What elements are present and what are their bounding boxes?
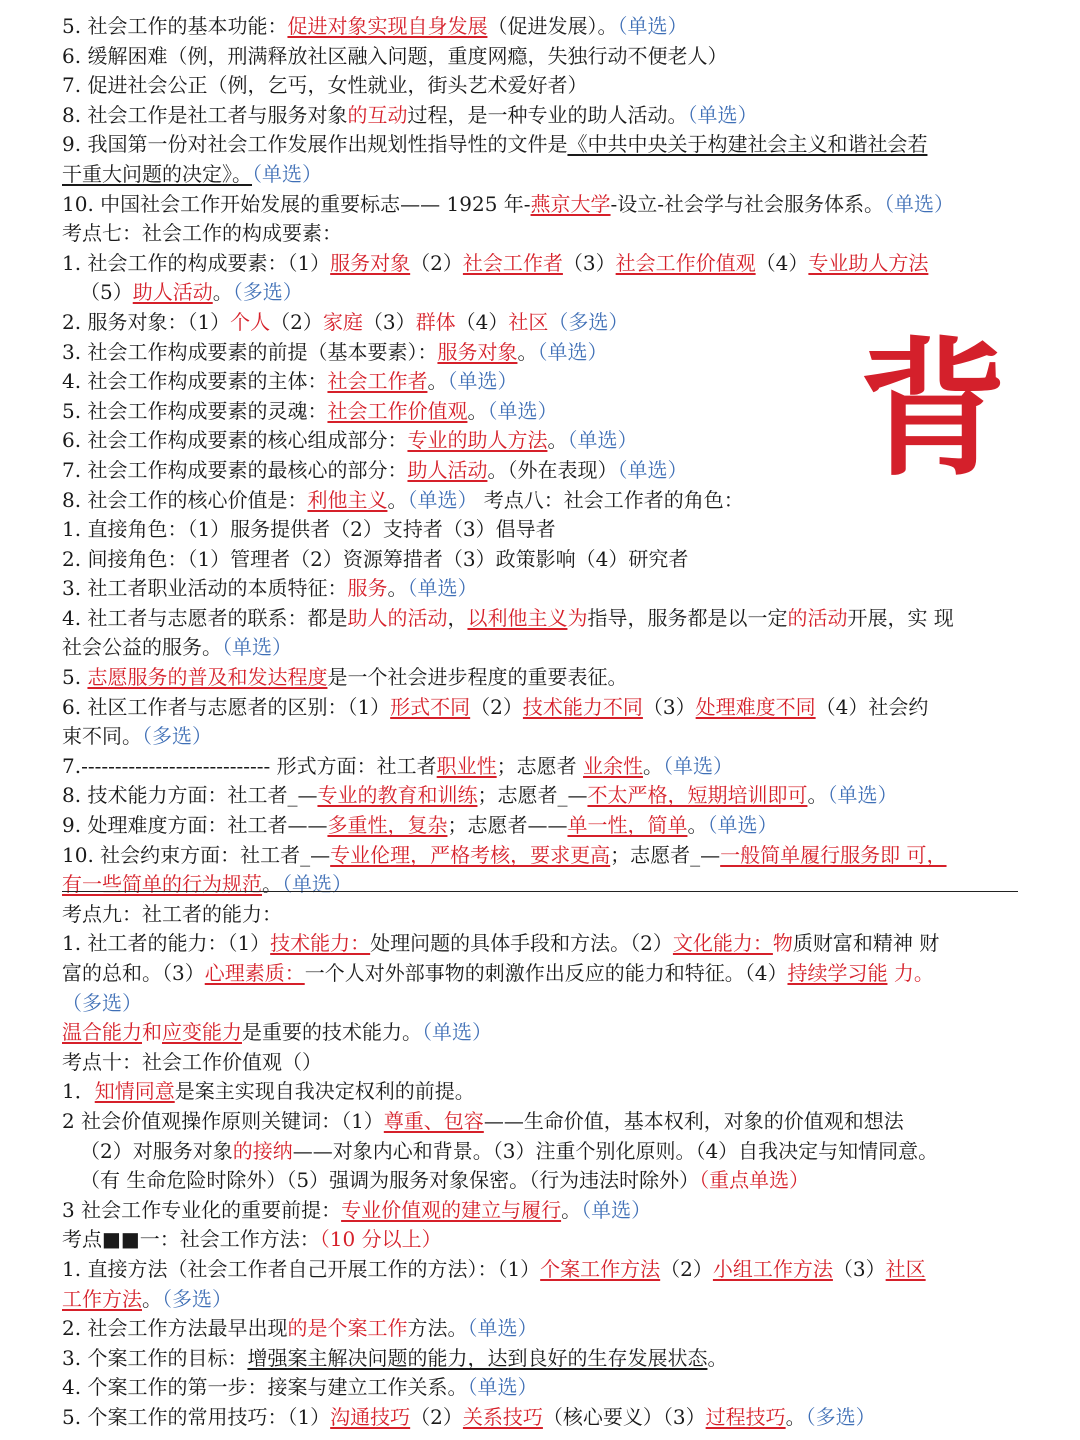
note-text: （2） <box>270 309 323 334</box>
note-text: 。 <box>142 1286 162 1311</box>
note-text: 10. 中国社会工作开始发展的重要标志—— 1925 年- <box>62 191 531 216</box>
note-line <box>62 1137 1022 1167</box>
question-type-tag: （单选） <box>407 576 478 601</box>
key-term: 物 <box>772 931 793 956</box>
note-line <box>62 663 1022 693</box>
note-text: （4）社会约 <box>815 694 929 719</box>
study-notes-page <box>62 12 1022 1433</box>
note-text: 。 <box>785 1404 806 1429</box>
question-type-tag: （单选） <box>282 872 352 897</box>
question-type-tag: （多选） <box>805 1404 876 1429</box>
note-line <box>62 515 1022 545</box>
note-line <box>62 278 1022 308</box>
key-term: 以利他主义 <box>467 605 568 630</box>
note-line <box>62 249 1022 279</box>
key-term: 过程技巧 <box>705 1404 786 1429</box>
key-term: 个人 <box>230 309 271 334</box>
question-type-tag: （多选） <box>162 1286 232 1311</box>
note-line <box>62 900 1022 930</box>
note-line <box>62 1373 1022 1403</box>
key-term: 助人活动 <box>407 457 488 482</box>
key-term: 的活动 <box>787 605 848 630</box>
note-text: 。 <box>427 369 448 394</box>
key-term: 心理素质： <box>204 961 305 985</box>
key-term: 温合能力 <box>62 1020 142 1045</box>
note-text: 考点七：社会工作的构成要素： <box>62 221 342 246</box>
note-text: 3. 个案工作的目标： <box>62 1345 248 1370</box>
note-line <box>62 42 1022 72</box>
note-text: 。 <box>687 813 708 838</box>
key-term: 的是个案工作 <box>287 1316 408 1341</box>
note-text: ；志愿者_— <box>477 783 588 808</box>
note-line <box>62 722 1022 752</box>
note-text: 1. 直接方法（社会工作者自己开展工作的方法）：（1） <box>62 1256 541 1281</box>
note-text: 考点■■一：社会工作方法： <box>62 1227 320 1252</box>
note-text: 处理问题的具体手段和方法。（2） <box>370 931 673 956</box>
note-text: ；志愿者 <box>496 753 584 778</box>
note-text: 1. 社工者的能力：（1） <box>62 931 271 956</box>
key-term: 社会工作价值观 <box>615 250 756 275</box>
note-text: 过程，是一种专业的助人活动。 <box>407 102 688 127</box>
note-text: 。（外在表现） <box>487 457 618 482</box>
key-term: 《中共中央关于构建社会主义和谐社会若 <box>567 132 928 157</box>
note-line <box>62 633 1022 663</box>
question-type-tag: （多选） <box>548 309 629 334</box>
note-line <box>62 130 1022 160</box>
key-term: 不太严格，短期培训即可 <box>587 783 808 808</box>
note-line <box>62 101 1022 131</box>
note-text: 指导，服务都是以一定 <box>587 605 788 630</box>
key-term: 形式不同 <box>390 694 471 719</box>
question-type-tag: （单选） <box>467 1375 538 1400</box>
key-term: 技术能力： <box>270 931 371 956</box>
note-text: （2） <box>660 1256 713 1281</box>
key-term: 有一些简单的行为规范 <box>62 872 262 897</box>
key-term: 工作方法 <box>62 1286 142 1311</box>
note-text: 2 社会价值观操作原则关键词：（1） <box>62 1108 384 1133</box>
key-term: 处理难度不同 <box>695 694 816 719</box>
note-text: 。 <box>387 576 408 601</box>
note-line <box>62 1314 1022 1344</box>
note-text: 5. <box>62 665 88 690</box>
note-text: （2） <box>410 1404 463 1429</box>
key-term: 的互动 <box>347 102 408 127</box>
question-type-tag: （单选） <box>687 102 758 127</box>
note-line <box>62 1225 1022 1255</box>
note-text: 1． <box>62 1079 95 1104</box>
key-term: 知情同意 <box>94 1079 175 1104</box>
question-type-tag: （单选） <box>537 339 608 364</box>
question-type-tag: （单选） <box>707 813 778 838</box>
key-term: 力。 <box>887 961 934 985</box>
note-text: 4. 个案工作的第一步：接案与建立工作关系。 <box>62 1375 468 1400</box>
note-text: 。 <box>643 753 664 778</box>
key-term: 小组工作方法 <box>712 1256 833 1281</box>
note-text: （2） <box>470 694 523 719</box>
note-text: 。 <box>807 783 828 808</box>
note-line <box>62 870 1022 900</box>
question-type-tag: （单选） <box>252 161 322 186</box>
key-term: 职业性 <box>436 753 497 778</box>
note-line <box>62 574 1022 604</box>
question-type-tag: （单选） <box>581 1197 652 1222</box>
note-line <box>62 693 1022 723</box>
note-text: 。 <box>387 487 408 512</box>
key-term: 干重大问题的决定》。 <box>62 161 252 186</box>
question-type-tag: （单选） <box>617 14 688 38</box>
note-text: 一个人对外部事物的刺激作出反应的能力和特征。（4） <box>304 961 788 985</box>
key-term: 文化能力： <box>672 931 773 956</box>
note-text: 。 <box>467 398 488 423</box>
key-term: 应变能力 <box>162 1020 242 1045</box>
note-line <box>62 160 1022 190</box>
note-text: 考点八：社会工作者的角色： <box>477 487 744 512</box>
note-text: 是重要的技术能力。 <box>242 1020 422 1045</box>
key-term: 专业的教育和训练 <box>317 783 478 808</box>
note-text: 2. 间接角色：（1）管理者（2）资源筹措者（3）政策影响（4）研究者 <box>62 546 689 571</box>
note-line <box>62 1255 1022 1285</box>
key-term: 技术能力不同 <box>522 694 643 719</box>
question-type-tag: （多选） <box>142 724 212 749</box>
note-text: ——对象内心和背景。（3）注重个别化原则。（4）自我决定与知情同意。 <box>292 1138 939 1163</box>
key-term: 多重性，复杂 <box>327 813 448 838</box>
note-text: 6. 社区工作者与志愿者的区别：（1） <box>62 694 391 719</box>
note-text: （2） <box>410 250 463 275</box>
key-term: 群体 <box>415 309 456 334</box>
note-text: 7.---------------------------- 形式方面：社工者 <box>62 753 437 778</box>
question-type-tag: （单选） <box>222 635 292 660</box>
note-text: ， <box>447 605 468 630</box>
question-type-tag: （单选） <box>407 487 478 512</box>
key-term: 一般简单履行服务即 可， <box>720 842 947 867</box>
note-line <box>62 811 1022 841</box>
note-text: 。 <box>212 280 233 305</box>
key-term: 志愿服务的普及和发达程度 <box>87 665 328 690</box>
note-line <box>62 1107 1022 1137</box>
note-line <box>62 219 1022 249</box>
note-line <box>62 545 1022 575</box>
question-type-tag: （单选） <box>422 1020 492 1045</box>
note-line <box>62 781 1022 811</box>
question-type-tag: （单选） <box>663 753 734 778</box>
note-text: 4. 社工者与志愿者的联系：都是 <box>62 605 348 630</box>
note-line <box>62 929 1022 959</box>
note-line <box>62 1403 1022 1433</box>
key-term: 助人的活动 <box>347 605 448 630</box>
key-term: 社会工作价值观 <box>327 398 468 423</box>
note-text: 4. 社会工作构成要素的主体： <box>62 369 328 394</box>
key-term: 增强案主解决问题的能力，达到良好的生存发展状态 <box>247 1345 708 1370</box>
note-text: 8. 社会工作是社工者与服务对象 <box>62 102 348 127</box>
key-term: 专业助人方法 <box>808 250 929 275</box>
note-text: 9. 处理难度方面：社工者—— <box>62 813 328 838</box>
note-text: 6. 社会工作构成要素的核心组成部分： <box>62 428 408 453</box>
note-text: 8. 社会工作的核心价值是： <box>62 487 308 512</box>
note-text: （4） <box>755 250 809 275</box>
note-text: （有 生命危险时除外）（5）强调为服务对象保密。（行为违法时除外） <box>80 1168 700 1193</box>
key-term: 和 <box>142 1020 162 1045</box>
note-text: 2. 服务对象：（1） <box>62 309 231 334</box>
note-line <box>62 1285 1022 1315</box>
question-type-tag: （单选） <box>487 398 558 423</box>
note-line <box>62 71 1022 101</box>
note-text: 3 社会工作专业化的重要前提： <box>62 1197 342 1222</box>
key-term: 关系技巧 <box>462 1404 543 1429</box>
note-text: （3） <box>832 1256 886 1281</box>
note-line <box>62 1018 1022 1048</box>
note-text: 。 <box>707 1345 728 1370</box>
key-term: 专业的助人方法 <box>407 428 548 453</box>
note-text: 质财富和精神 财 <box>792 931 940 956</box>
note-line <box>62 1048 1022 1078</box>
key-term: 利他主义 <box>307 487 388 512</box>
note-text: （2）对服务对象 <box>80 1138 233 1163</box>
note-text: 开展，实 现 <box>847 605 954 630</box>
key-term: 专业伦理，严格考核，要求更高 <box>330 842 611 867</box>
note-text: 是案主实现自我决定权利的前提。 <box>174 1079 475 1104</box>
key-term: 服务 <box>347 576 388 601</box>
note-line <box>62 1077 1022 1107</box>
question-type-tag: （单选） <box>617 457 688 482</box>
key-term: 尊重、包容 <box>383 1108 484 1133</box>
note-line <box>62 604 1022 634</box>
note-line <box>62 190 1022 220</box>
key-term: 的接纳 <box>232 1138 293 1163</box>
note-text: ——生命价值，基本权利，对象的价值观和想法 <box>483 1108 904 1133</box>
key-term: 社会工作者 <box>462 250 563 275</box>
section-divider <box>62 891 1018 892</box>
note-text: （促进发展）。 <box>487 14 618 38</box>
note-text: 10. 社会约束方面：社工者_— <box>62 842 331 867</box>
note-text: ；志愿者_— <box>610 842 721 867</box>
note-line <box>62 989 1022 1019</box>
note-text: 考点九：社工者的能力： <box>62 901 282 926</box>
note-text: 束不同。 <box>62 724 142 749</box>
question-type-tag: （多选） <box>62 990 142 1015</box>
key-term: 燕京大学 <box>530 191 611 216</box>
note-text: 社会公益的服务。 <box>62 635 222 660</box>
memorize-stamp: 背 <box>859 324 1007 496</box>
note-line <box>62 12 1022 42</box>
key-term: 社区 <box>885 1256 926 1281</box>
note-text: -设立-社会学与社会服务体系。 <box>610 191 885 216</box>
note-line <box>62 841 1022 871</box>
note-text: （4） <box>455 309 509 334</box>
key-term: 服务对象 <box>330 250 411 275</box>
key-term: 家庭 <box>322 309 363 334</box>
key-term: 促进对象实现自身发展 <box>287 14 488 38</box>
note-text: （3） <box>362 309 416 334</box>
key-term: 助人活动 <box>132 280 213 305</box>
note-line <box>62 1344 1022 1374</box>
note-line <box>62 959 1022 989</box>
question-type-tag: （单选） <box>567 428 638 453</box>
question-type-tag: （单选） <box>447 369 518 394</box>
question-type-tag: （单选） <box>884 191 955 216</box>
note-text: （3） <box>562 250 616 275</box>
key-term: 为 <box>567 605 588 630</box>
key-term: 专业价值观的建立与履行 <box>341 1197 562 1222</box>
note-text: 3. 社会工作构成要素的前提（基本要素）： <box>62 339 438 364</box>
note-text: 3. 社工者职业活动的本质特征： <box>62 576 348 601</box>
note-text: 5. 社会工作的基本功能： <box>62 14 288 38</box>
key-term: 社会工作者 <box>327 369 428 394</box>
key-term: 社区 <box>508 309 549 334</box>
note-text: 5. 个案工作的常用技巧：（1） <box>62 1404 331 1429</box>
note-text: 5. 社会工作构成要素的灵魂： <box>62 398 328 423</box>
note-text: 8. 技术能力方面：社工者_— <box>62 783 318 808</box>
key-term: 单一性，简单 <box>567 813 688 838</box>
question-type-tag: （多选） <box>232 280 303 305</box>
note-line <box>62 1166 1022 1196</box>
note-text: 2. 社会工作方法最早出现 <box>62 1316 288 1341</box>
note-text: 。 <box>262 872 282 897</box>
question-type-tag: （单选） <box>827 783 898 808</box>
key-term: （重点单选） <box>699 1168 810 1193</box>
note-text: 。 <box>547 428 568 453</box>
note-text: 富的总和。（3） <box>62 961 205 985</box>
question-type-tag: （单选） <box>467 1316 538 1341</box>
key-term: 业余性 <box>583 753 644 778</box>
note-text: 。 <box>517 339 538 364</box>
note-text: （3） <box>642 694 696 719</box>
note-text: 7. 社会工作构成要素的最核心的部分： <box>62 457 408 482</box>
note-text: 6. 缓解困难（例，刑满释放社区融入问题，重度网瘾，失独行动不便老人） <box>62 43 728 68</box>
key-term: 持续学习能 <box>787 961 888 985</box>
note-text: 9. 我国第一份对社会工作发展作出规划性指导性的文件是 <box>62 132 568 157</box>
key-term: 服务对象 <box>437 339 518 364</box>
note-text: 方法。 <box>407 1316 468 1341</box>
key-term: 个案工作方法 <box>540 1256 661 1281</box>
note-text: 1. 直接角色：（1）服务提供者（2）支持者（3）倡导者 <box>62 517 556 542</box>
note-text: （核心要义）（3） <box>542 1404 706 1429</box>
note-text: 7. 促进社会公正（例，乞丐，女性就业，街头艺术爱好者） <box>62 73 588 98</box>
note-text: 。 <box>561 1197 582 1222</box>
note-line <box>62 752 1022 782</box>
note-text: 1. 社会工作的构成要素：（1） <box>62 250 331 275</box>
note-text: ；志愿者—— <box>447 813 568 838</box>
key-term: 沟通技巧 <box>330 1404 411 1429</box>
note-text: 是一个社会进步程度的重要表征。 <box>327 665 628 690</box>
note-text: （5） <box>80 280 133 305</box>
note-text: 考点十：社会工作价值观（） <box>62 1049 322 1074</box>
note-line <box>62 1196 1022 1226</box>
key-term: （10 分以上） <box>319 1227 442 1252</box>
